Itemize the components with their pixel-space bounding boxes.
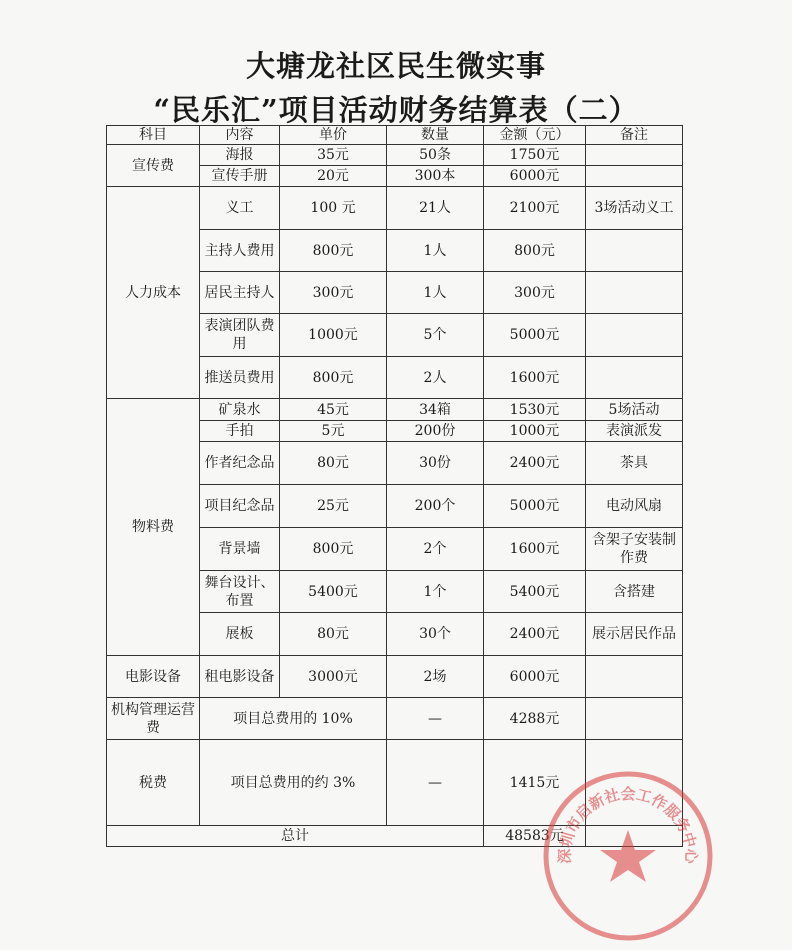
settlement-table (106, 125, 683, 847)
cell-amount: 300元 (484, 272, 586, 314)
category-materials: 物料费 (107, 399, 200, 656)
cell-note: 电动风扇 (586, 485, 683, 528)
cell-qty: 300本 (387, 166, 484, 187)
header-subject: 科目 (107, 126, 200, 145)
cell-note (586, 357, 683, 399)
cell-content: 矿泉水 (200, 399, 280, 421)
cell-note: 展示居民作品 (586, 613, 683, 656)
header-unit-price: 单价 (280, 126, 387, 145)
cell-qty: 2人 (387, 357, 484, 399)
cell-qty: 34箱 (387, 399, 484, 421)
cell-qty: 2个 (387, 528, 484, 571)
cell-amount: 2400元 (484, 613, 586, 656)
table-row (107, 399, 683, 421)
cell-price: 80元 (280, 613, 387, 656)
document-title-line2: “民乐汇”项目活动财务结算表（二） (153, 93, 639, 127)
cell-content: 舞台设计、布置 (200, 571, 280, 613)
cell-content: 海报 (200, 145, 280, 166)
cell-price: 800元 (280, 528, 387, 571)
cell-qty: 30份 (387, 442, 484, 485)
cell-note (586, 272, 683, 314)
cell-price: 5400元 (280, 571, 387, 613)
cell-qty: — (387, 740, 484, 826)
table-row (107, 187, 683, 230)
cell-content: 租电影设备 (200, 656, 280, 698)
cell-content: 背景墙 (200, 528, 280, 571)
document-title-line1: 大塘龙社区民生微实事 (245, 49, 546, 83)
cell-price: 800元 (280, 230, 387, 272)
cell-price: 800元 (280, 357, 387, 399)
cell-content: 项目纪念品 (200, 485, 280, 528)
cell-qty: — (387, 698, 484, 740)
cell-note (586, 145, 683, 166)
total-row (107, 826, 683, 847)
cell-amount: 1600元 (484, 357, 586, 399)
cell-amount: 4288元 (484, 698, 586, 740)
cell-price: 25元 (280, 485, 387, 528)
cell-amount: 5000元 (484, 485, 586, 528)
cell-price: 45元 (280, 399, 387, 421)
cell-qty: 21人 (387, 187, 484, 230)
cell-qty: 30个 (387, 613, 484, 656)
category-management: 机构管理运营费 (107, 698, 200, 740)
cell-amount: 1750元 (484, 145, 586, 166)
cell-qty: 1个 (387, 571, 484, 613)
cell-price: 1000元 (280, 314, 387, 357)
table-row (107, 145, 683, 166)
cell-content: 项目总费用的 10% (200, 698, 387, 740)
cell-qty: 5个 (387, 314, 484, 357)
cell-price: 300元 (280, 272, 387, 314)
seal-text: 深圳市启新社会工作服务中心 (555, 784, 701, 864)
category-tax: 税费 (107, 740, 200, 826)
cell-note (586, 314, 683, 357)
cell-amount: 1415元 (484, 740, 586, 826)
table-row (107, 698, 683, 740)
cell-note: 茶具 (586, 442, 683, 485)
category-film: 电影设备 (107, 656, 200, 698)
cell-content: 作者纪念品 (200, 442, 280, 485)
table-row (107, 656, 683, 698)
cell-qty: 2场 (387, 656, 484, 698)
cell-note: 5场活动 (586, 399, 683, 421)
cell-qty: 50条 (387, 145, 484, 166)
cell-note (586, 698, 683, 740)
cell-amount: 6000元 (484, 166, 586, 187)
cell-price: 20元 (280, 166, 387, 187)
cell-amount: 5000元 (484, 314, 586, 357)
cell-content: 推送员费用 (200, 357, 280, 399)
cell-note (586, 230, 683, 272)
cell-amount: 1530元 (484, 399, 586, 421)
table-row (107, 740, 683, 826)
cell-note: 含搭建 (586, 571, 683, 613)
header-amount: 金额（元） (484, 126, 586, 145)
header-quantity: 数量 (387, 126, 484, 145)
cell-content: 手拍 (200, 421, 280, 442)
cell-amount: 1000元 (484, 421, 586, 442)
category-labor: 人力成本 (107, 187, 200, 399)
total-amount: 48583元 (484, 826, 586, 847)
cell-content: 主持人费用 (200, 230, 280, 272)
header-note: 备注 (586, 126, 683, 145)
cell-content: 居民主持人 (200, 272, 280, 314)
cell-amount: 1600元 (484, 528, 586, 571)
cell-price: 100 元 (280, 187, 387, 230)
header-content: 内容 (200, 126, 280, 145)
cell-price: 35元 (280, 145, 387, 166)
cell-amount: 2100元 (484, 187, 586, 230)
table-header-row (107, 126, 683, 145)
total-label: 总计 (107, 826, 484, 847)
cell-price: 5元 (280, 421, 387, 442)
cell-note (586, 740, 683, 826)
cell-qty: 200个 (387, 485, 484, 528)
cell-content: 义工 (200, 187, 280, 230)
cell-qty: 1人 (387, 272, 484, 314)
cell-content: 宣传手册 (200, 166, 280, 187)
cell-content: 项目总费用的约 3% (200, 740, 387, 826)
total-note (586, 826, 683, 847)
cell-amount: 6000元 (484, 656, 586, 698)
cell-note: 表演派发 (586, 421, 683, 442)
cell-amount: 800元 (484, 230, 586, 272)
category-publicity: 宣传费 (107, 145, 200, 187)
cell-content: 表演团队费用 (200, 314, 280, 357)
cell-note (586, 656, 683, 698)
cell-note: 3场活动义工 (586, 187, 683, 230)
cell-qty: 200份 (387, 421, 484, 442)
cell-note (586, 166, 683, 187)
cell-price: 80元 (280, 442, 387, 485)
cell-amount: 2400元 (484, 442, 586, 485)
cell-content: 展板 (200, 613, 280, 656)
cell-note: 含架子安装制作费 (586, 528, 683, 571)
cell-price: 3000元 (280, 656, 387, 698)
cell-amount: 5400元 (484, 571, 586, 613)
cell-qty: 1人 (387, 230, 484, 272)
